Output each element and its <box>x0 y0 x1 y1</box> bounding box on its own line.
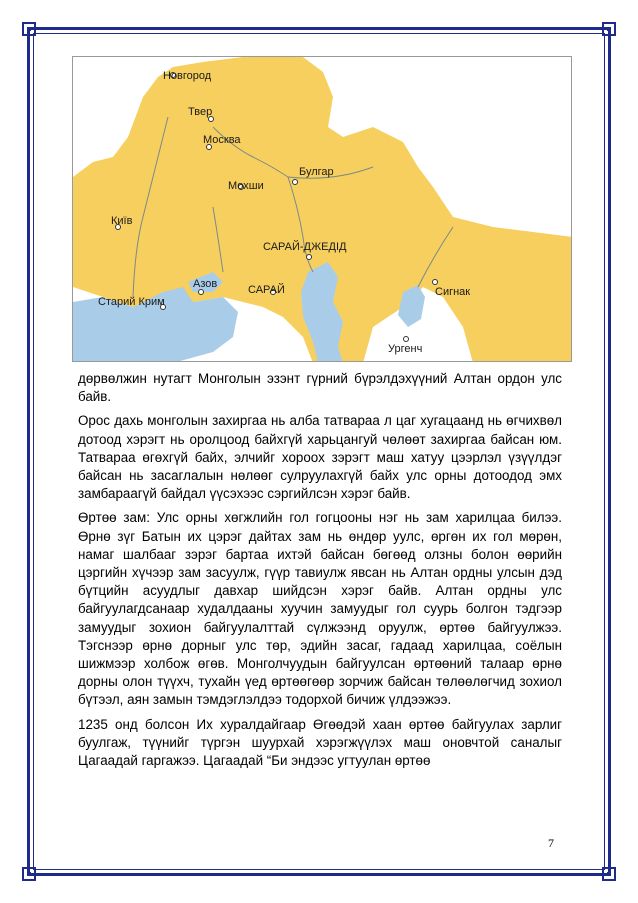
map-svg <box>73 57 572 362</box>
city-label-novgorod: Новгород <box>163 70 212 82</box>
paragraph: 1235 онд болсон Их хуралдайгаар Өгөөдэй хаан өртөө байгуулах зарлиг буулгаж, түүнийг түргэн шуурхай хэрэгжүүлэх маш оновчтой саналыг Цагаадай гаргажээ. Цагаадай “Би эндээс угтуулан өртөө <box>78 716 562 769</box>
page-number: 7 <box>548 836 554 850</box>
paragraph: дөрвөлжин нутагт Монголын эзэнт гүрний бүрэлдэхүүний Алтан ордон улс байв. <box>78 371 562 405</box>
corner-ornament-icon <box>602 867 616 881</box>
city-label-azov: Азов <box>193 278 218 290</box>
paragraph: Өртөө зам: Улс орны хөгжлийн гол гогцооны нэг нь зам харилцаа билээ. Өрнө зүг Батын их цэрэг дайтах зам нь өндөр уулс, өргөн их гол мөрөн, намаг шалбааг зэрэг бартаа ихтэй байсан бөгөөд олзны болон өөрийн цэргийн хүчээр зам засуулж, гүүр тавиулж явсан нь Алтан ордны улсын дэд бүтцийн асуудлыг давхар шийдсэн хэрэг байв. Алтан ордны улс байгуулагдсанаар худалдааны хуучин замуудыг гол суурь болгон тэдгээр замуудыг зохион байгуулалттай сүлжээнд оруулж, өртөө байгуулжээ. Тэгснээр өрнө дорныг улс төр, эдийн засаг, гадаад харилцаа, соёлын шижмээр холбож өгөв. Монголчуудын байгуулсан өртөөний талаар өрнө дорны олон түүхч, тухайн үед өртөөгөөр зорчиж байсан төлөөлөгчид зохиол бүтээл, аян замын тэмдэглэлдээ тодорхой бичиж үлдээжээ. <box>78 510 562 708</box>
corner-ornament-icon <box>22 867 36 881</box>
city-label-sarai-jedid: САРАЙ-ДЖЕДІД <box>263 241 347 253</box>
city-label-tver: Твер <box>188 106 213 118</box>
corner-ornament-icon <box>602 22 616 36</box>
city-label-moskva: Москва <box>203 134 241 146</box>
city-label-stary-krym: Старий Крим <box>98 296 165 308</box>
golden-horde-map <box>72 56 572 362</box>
city-label-urgench: Ургенч <box>388 343 423 355</box>
city-label-signak: Сигнак <box>435 286 471 298</box>
corner-ornament-icon <box>22 22 36 36</box>
city-label-mokhshi: Мохши <box>228 180 264 192</box>
city-label-bulgar: Булгар <box>299 166 334 178</box>
paragraph: Орос дахь монголын захиргаа нь алба татвараа л цаг хугацаанд нь өгчихвөл дотоод хэрэгт нь оролцоод байхгүй харьцангуй чөлөөт захиргаа байсан юм. Татвараа өгөхгүй байх, элчийг хороох зэрэгт маш хатуу цээрлэл үзүүлдэг байсан нь засаглалын нөлөөг сулруулахгүй байх улс орны дотоодод эмх замбараагүй байдал үүсэхээс сэргийлсэн хэрэг байв. <box>78 413 562 502</box>
city-label-kyiv: Київ <box>111 215 133 227</box>
body-text <box>78 370 562 776</box>
city-label-sarai: САРАЙ <box>248 284 285 296</box>
